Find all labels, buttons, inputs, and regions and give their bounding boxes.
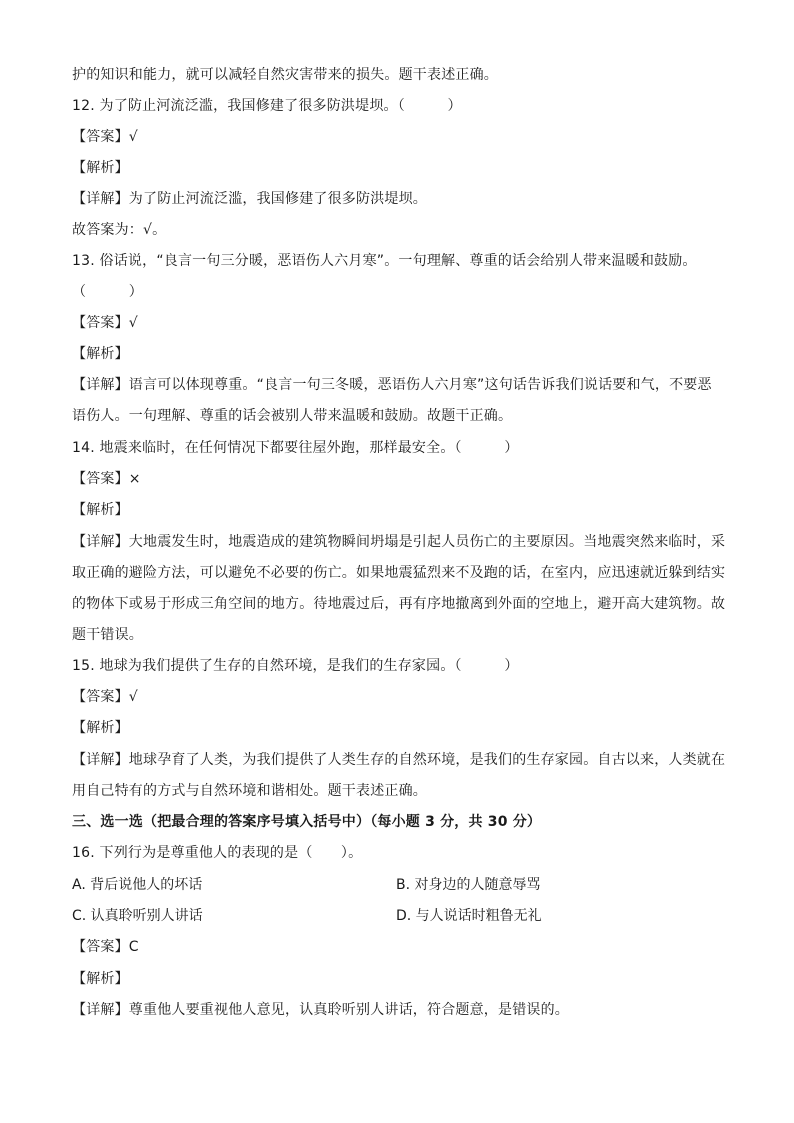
option-d: D. 与人说话时粗鲁无礼: [396, 908, 542, 924]
analysis-label: 【解析】: [72, 502, 129, 518]
detail-text: 【详解】地球孕育了人类，为我们提供了人类生存的自然环境，是我们的生存家园。自古以来，人类就在: [72, 752, 726, 768]
question-13-bracket: （ ）: [72, 284, 143, 300]
detail-text: 取正确的避险方法，可以避免不必要的伤亡。如果地震猛烈来不及跑的话，在室内，应迅速就近躲到结实: [72, 565, 726, 581]
detail-text: 语伤人。一句理解、尊重的话会被别人带来温暖和鼓励。故题干正确。: [72, 408, 513, 424]
detail-text: 【详解】语言可以体现尊重。“良言一句三冬暖，恶语伤人六月寒”这句话告诉我们说话要和气，不要恶: [72, 377, 712, 393]
question-16: 16. 下列行为是尊重他人的表现的是（ ）。: [72, 845, 363, 861]
option-a: A. 背后说他人的坏话: [72, 877, 203, 893]
question-14: 14. 地震来临时，在任何情况下都要往屋外跑，那样最安全。（ ）: [72, 440, 519, 456]
answer-label: 【答案】×: [72, 471, 141, 487]
answer-label: 【答案】√: [72, 129, 138, 145]
analysis-label: 【解析】: [72, 720, 129, 736]
text-line: 护的知识和能力，就可以减轻自然灾害带来的损失。题干表述正确。: [72, 67, 498, 83]
analysis-label: 【解析】: [72, 971, 129, 987]
question-15: 15. 地球为我们提供了生存的自然环境，是我们的生存家园。（ ）: [72, 658, 519, 674]
detail-text: 【详解】大地震发生时，地震造成的建筑物瞬间坍塌是引起人员伤亡的主要原因。当地震突然来临时，采: [72, 534, 726, 550]
detail-text: 题干错误。: [72, 627, 143, 643]
answer-label: 【答案】√: [72, 315, 138, 331]
question-12: 12. 为了防止河流泛滥，我国修建了很多防洪堤坝。（ ）: [72, 98, 462, 114]
analysis-label: 【解析】: [72, 160, 129, 176]
answer-label: 【答案】C: [72, 939, 139, 955]
detail-text: 【详解】尊重他人要重视他人意见，认真聆听别人讲话，符合题意，是错误的。: [72, 1002, 569, 1018]
option-b: B. 对身边的人随意辱骂: [396, 877, 541, 893]
detail-text: 【详解】为了防止河流泛滥，我国修建了很多防洪堤坝。: [72, 191, 427, 207]
conclusion-text: 故答案为：√。: [72, 222, 167, 238]
option-c: C. 认真聆听别人讲话: [72, 908, 203, 924]
detail-text: 用自己特有的方式与自然环境和谐相处。题干表述正确。: [72, 783, 427, 799]
detail-text: 的物体下或易于形成三角空间的地方。待地震过后，再有序地撤离到外面的空地上，避开高大建筑物。故: [72, 596, 726, 612]
question-13: 13. 俗话说，“良言一句三分暖，恶语伤人六月寒”。一句理解、尊重的话会给别人带来温暖和鼓励。: [72, 253, 697, 269]
analysis-label: 【解析】: [72, 346, 129, 362]
answer-label: 【答案】√: [72, 689, 138, 705]
section-heading: 三、选一选（把最合理的答案序号填入括号中）（每小题 3 分，共 30 分）: [72, 814, 542, 830]
